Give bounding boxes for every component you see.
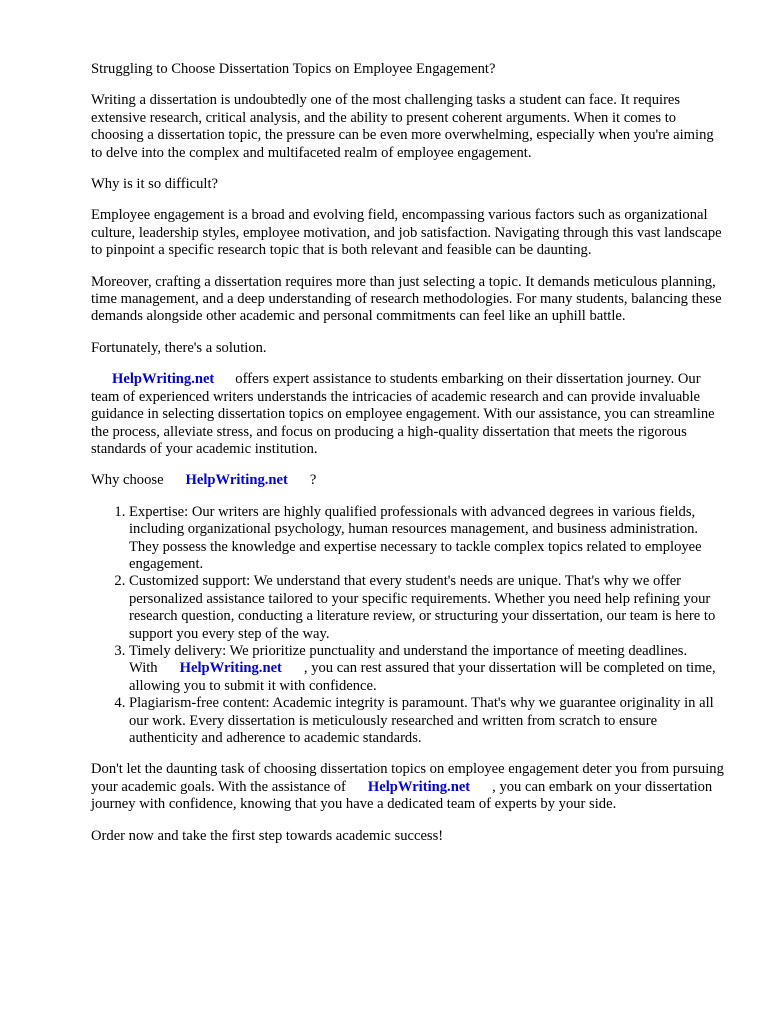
solution-line: Fortunately, there's a solution. xyxy=(91,339,267,356)
call-to-action: Order now and take the first step towards academic success! xyxy=(91,827,444,844)
list-item-customized-support: 2. Customized support: We understand that every student's needs are unique. That's why we offer personalized assistance tailored to your specific requirements. Whether you need help refining your research question, conducting a literature review, or structuring your dissertation, our team is here to support you every step of the way. xyxy=(129,573,728,643)
why-choose-suffix: ? xyxy=(309,472,317,489)
why-difficult-heading: Why is it so difficult? xyxy=(91,176,219,193)
list-item-timely-delivery xyxy=(129,643,728,695)
timely-delivery-suffix: , you can rest assured that your dissertation will be completed on time, allowing you to submit it with confidence. xyxy=(129,660,716,694)
timely-delivery-prefix: Timely delivery: We prioritize punctuality and understand the importance of meeting deadlines. With xyxy=(129,642,688,677)
closing-prefix: Don't let the daunting task of choosing dissertation topics on employee engagement deter you from pursuing your academic goals. With the assistance of xyxy=(91,761,724,795)
helpwriting-link[interactable]: HelpWriting.net xyxy=(179,660,282,677)
helpwriting-link[interactable]: HelpWriting.net xyxy=(185,472,288,489)
why-choose-prefix: Why choose xyxy=(91,472,164,489)
list-item-plagiarism-free: 4. Plagiarism-free content: Academic integrity is paramount. That's why we guarantee originality in all our work. Every dissertation is meticulously researched and written from scratch to ensure authenticity and adherence to academic standards. xyxy=(129,695,728,747)
closing-paragraph xyxy=(91,761,728,813)
helpwriting-link[interactable]: HelpWriting.net xyxy=(367,778,471,795)
benefits-list xyxy=(91,504,728,748)
offers-paragraph xyxy=(91,371,728,458)
document-title: Struggling to Choose Dissertation Topics on Employee Engagement? xyxy=(91,61,496,77)
helpwriting-link[interactable]: HelpWriting.net xyxy=(112,371,215,388)
why-choose-line xyxy=(91,472,728,489)
field-paragraph: Employee engagement is a broad and evolving field, encompassing various factors such as organizational culture, leadership styles, employee motivation, and job satisfaction. Navigating through this vast landscape to pinpoint a specific research topic that is both relevant and feasible can be daunting. xyxy=(91,207,722,259)
intro-paragraph: Writing a dissertation is undoubtedly one of the most challenging tasks a student can face. It requires extensive research, critical analysis, and the ability to present coherent arguments. When it comes to choosing a dissertation topic, the pressure can be even more overwhelming, especially when you're aiming to delve into the complex and multifaceted realm of employee engagement. xyxy=(91,92,714,161)
closing-suffix: , you can embark on your dissertation journey with confidence, knowing that you have a dedicated team of experts by your side. xyxy=(91,778,713,813)
moreover-paragraph: Moreover, crafting a dissertation requires more than just selecting a topic. It demands meticulous planning, time management, and a deep understanding of research methodologies. For many students, balancing these demands alongside other academic and personal commitments can feel like an uphill battle. xyxy=(91,273,722,325)
list-item-expertise: 1. Expertise: Our writers are highly qualified professionals with advanced degrees in various fields, including organizational psychology, human resources management, and business administration. They possess the knowledge and expertise necessary to tackle complex topics related to employee engagement. xyxy=(129,504,728,574)
offers-text: offers expert assistance to students embarking on their dissertation journey. Our team of experienced writers understands the intricacies of academic research and can provide invaluable guidance in selecting dissertation topics on employee engagement. With our assistance, you can streamline the process, alleviate stress, and focus on producing a high-quality dissertation that meets the rigorous standards of your academic institution. xyxy=(91,371,715,457)
